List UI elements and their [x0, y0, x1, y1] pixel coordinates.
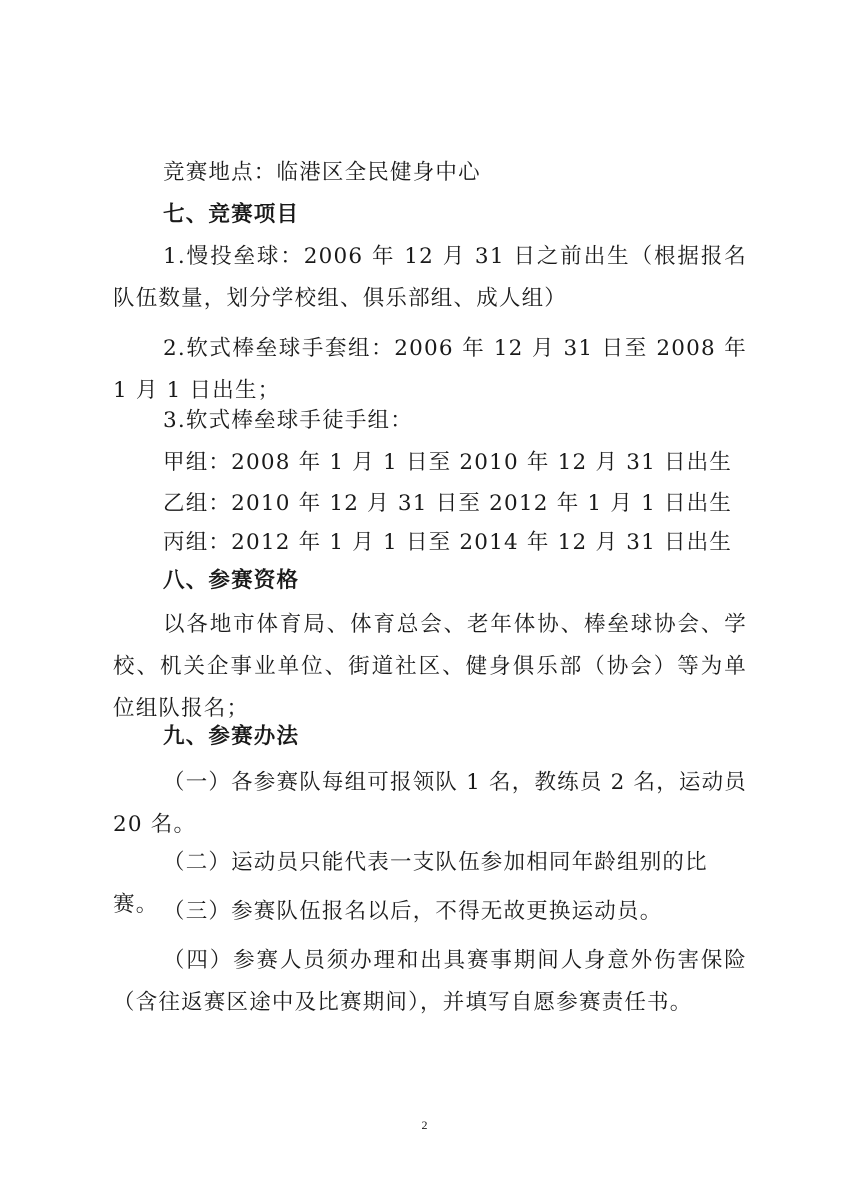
- rule-3: （三）参赛队伍报名以后，不得无故更换运动员。: [163, 899, 663, 924]
- section-7-heading: 七、竞赛项目: [163, 202, 300, 227]
- rule-4: （四）参赛人员须办理和出具赛事期间人身意外伤害保险（含往返赛区途中及比赛期间），并填写自愿参赛责任书。: [113, 948, 747, 1015]
- group-c: 丙组：2012 年 1 月 1 日至 2014 年 12 月 31 日出生: [163, 530, 733, 555]
- group-a: 甲组：2008 年 1 月 1 日至 2010 年 12 月 31 日出生: [163, 450, 733, 475]
- rule-1: （一）各参赛队每组可报领队 1 名，教练员 2 名，运动员 20 名。: [113, 770, 747, 837]
- item-1: 1.慢投垒球：2006 年 12 月 31 日之前出生（根据报名队伍数量，划分学校组、俱乐部组、成人组）: [113, 244, 747, 311]
- venue-line: 竞赛地点：临港区全民健身中心: [163, 160, 481, 185]
- section-8-heading: 八、参赛资格: [163, 568, 300, 593]
- item-2: 2.软式棒垒球手套组：2006 年 12 月 31 日至 2008 年 1 月 1 日出生；: [113, 336, 747, 403]
- rule-2: （二）运动员只能代表一支队伍参加相同年龄组别的比赛。: [113, 850, 708, 917]
- qualification-paragraph: 以各地市体育局、体育总会、老年体协、棒垒球协会、学校、机关企事业单位、街道社区、健身俱乐部（协会）等为单位组队报名；: [113, 612, 747, 721]
- section-9-heading: 九、参赛办法: [163, 724, 300, 749]
- group-b: 乙组：2010 年 12 月 31 日至 2012 年 1 月 1 日出生: [163, 491, 733, 516]
- item-3: 3.软式棒垒球手徒手组：: [163, 408, 413, 433]
- page-number: 2: [421, 1118, 428, 1132]
